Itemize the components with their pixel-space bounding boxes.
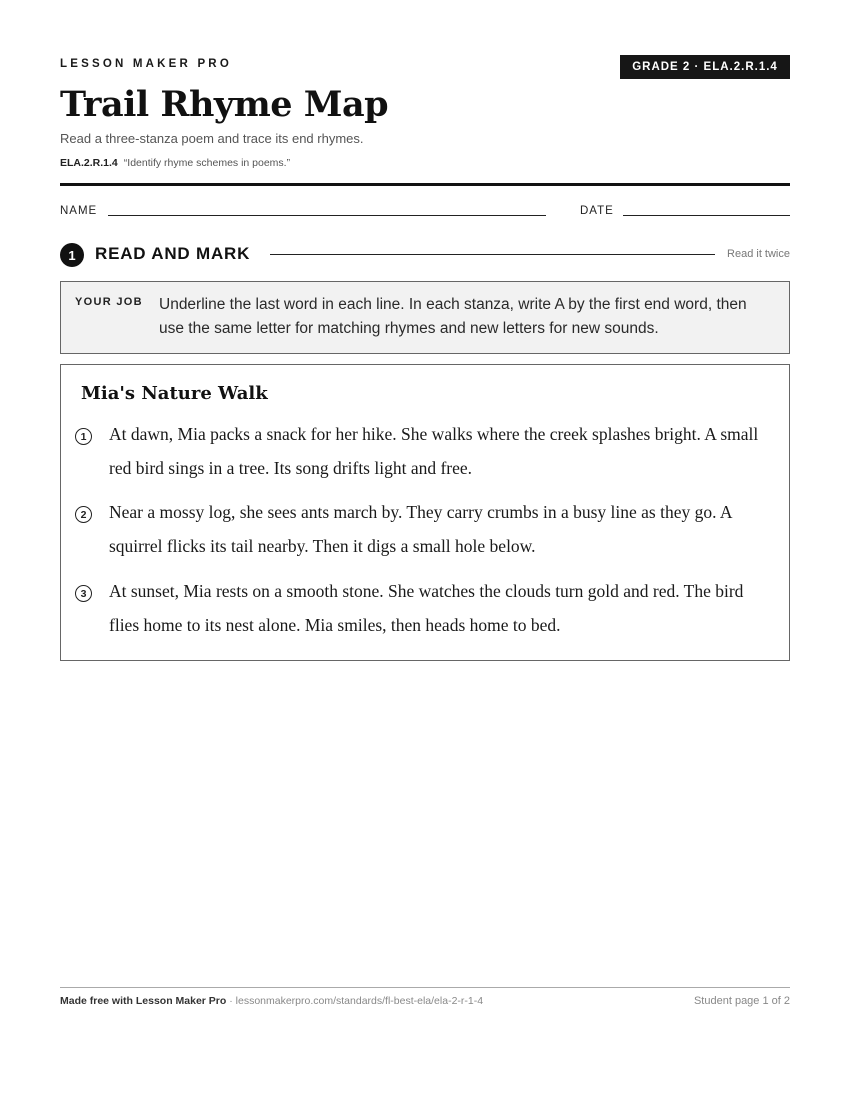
stanza-number-badge: 2 xyxy=(75,506,92,523)
section-number-badge: 1 xyxy=(60,243,84,267)
instructions-label: YOUR JOB xyxy=(75,296,143,308)
footer-url: · lessonmakerpro.com/standards/fl-best-ela/ela-2-r-1-4 xyxy=(226,995,484,1007)
brand-name: LESSON MAKER PRO xyxy=(60,58,232,70)
instructions-box xyxy=(60,281,790,354)
name-field[interactable] xyxy=(108,215,546,216)
stanza-number-badge: 1 xyxy=(75,428,92,445)
section-divider xyxy=(270,254,715,255)
stanza-text: At dawn, Mia packs a snack for her hike. She walks where the creek splashes bright. A small red bird sings in a tree. Its song drifts light and free. xyxy=(109,424,759,478)
date-label: DATE xyxy=(580,205,614,217)
worksheet-page xyxy=(60,0,790,1100)
footer-credit xyxy=(60,995,483,1007)
footer-brand: Made free with Lesson Maker Pro xyxy=(60,995,227,1007)
standard-description: “Identify rhyme schemes in poems.” xyxy=(123,157,291,169)
date-field[interactable] xyxy=(623,215,790,216)
poem-box xyxy=(60,364,790,661)
header-divider xyxy=(60,183,790,186)
grade-standard-badge: GRADE 2 · ELA.2.R.1.4 xyxy=(620,55,790,79)
stanza-text: Near a mossy log, she sees ants march by. They carry crumbs in a busy line as they go. A squirrel flicks its tail nearby. Then it digs a small hole below. xyxy=(109,502,732,556)
section-title: READ AND MARK xyxy=(95,244,251,263)
page-indicator: Student page 1 of 2 xyxy=(693,995,790,1007)
stanza-number-badge: 3 xyxy=(75,585,92,602)
page-subtitle: Read a three-stanza poem and trace its end rhymes. xyxy=(60,131,364,146)
page-title: Trail Rhyme Map xyxy=(60,84,389,125)
stanza-text: At sunset, Mia rests on a smooth stone. She watches the clouds turn gold and red. The bird flies home to its nest alone. Mia smiles, then heads home to bed. xyxy=(109,581,744,635)
name-label: NAME xyxy=(60,205,98,217)
standard-line xyxy=(60,157,290,169)
section-note: Read it twice xyxy=(727,248,790,260)
footer-divider xyxy=(60,987,790,988)
standard-code: ELA.2.R.1.4 xyxy=(60,157,118,169)
poem-title: Mia's Nature Walk xyxy=(81,383,268,404)
instructions-text: Underline the last word in each line. In each stanza, write A by the first end word, then use the same letter for matching rhymes and new letters for new sounds. xyxy=(159,296,747,337)
